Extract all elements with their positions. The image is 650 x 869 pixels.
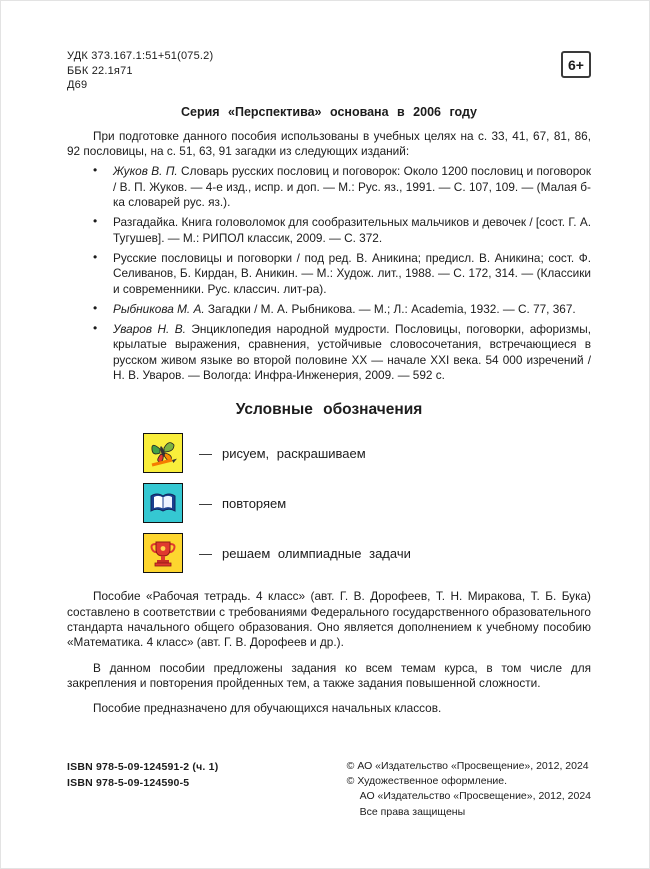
bibliography-item bbox=[93, 249, 591, 297]
bibliography-item bbox=[93, 163, 591, 210]
body-paragraph: Пособие предназначено для обучающихся начальных классов. bbox=[93, 701, 442, 716]
bullet-marker: • bbox=[93, 214, 98, 229]
copyright-line: © АО «Издательство «Просвещение», 2012, 2024 bbox=[346, 760, 589, 772]
bib-author: Жуков В. П. bbox=[113, 164, 178, 179]
copyright-line: АО «Издательство «Просвещение», 2012, 2024 bbox=[359, 790, 591, 803]
bib-text: Словарь русских пословиц и поговорок: Около 1200 пословиц и поговорок / В. П. Жуков. — 4-е изд., испр. и доп. — М.: Рус. яз., 1991. — С. 107, 109. — (Малая б-ка словарей рус. яз.). bbox=[113, 164, 591, 209]
footer bbox=[67, 759, 591, 820]
bibliography-item bbox=[93, 300, 591, 317]
bib-text: Разгадайка. Книга головоломок для сообразительных мальчиков и девочек / [сост. Г. А. Тугушев]. — М.: РИПОЛ классик, 2009. — С. 372. bbox=[113, 215, 591, 245]
udk-line: УДК 373.167.1:51+51(075.2) bbox=[67, 50, 214, 62]
legend-item bbox=[143, 533, 591, 573]
bib-text: Русские пословицы и поговорки / под ред. В. Аникина; предисл. В. Аникина; сост. Ф. Селиванов, Б. Кирдан, В. Аникин. — М.: Худож. лит., 1988. — С. 172, 314. — (Классики и современники. Рус. классич. лит-ра). bbox=[113, 250, 591, 296]
bbk-line: ББК 22.1я71 bbox=[67, 64, 133, 77]
legend-title: Условные обозначения bbox=[235, 401, 423, 419]
bib-text: Загадки / М. А. Рыбникова. — М.; Л.: Academia, 1932. — С. 77, 367. bbox=[204, 301, 576, 316]
bibliography-list bbox=[67, 164, 591, 383]
legend-dash: — bbox=[199, 495, 212, 511]
open-book-icon bbox=[143, 483, 183, 523]
bullet-marker: • bbox=[93, 321, 98, 336]
legend-item bbox=[143, 433, 591, 473]
bib-author: Уваров Н. В. bbox=[113, 322, 186, 337]
legend-dash: — bbox=[199, 445, 212, 461]
bullet-marker: • bbox=[93, 163, 98, 178]
bib-author: Рыбникова М. А. bbox=[113, 301, 205, 316]
legend bbox=[143, 433, 591, 573]
age-rating-badge: 6+ bbox=[561, 51, 591, 78]
classification-codes bbox=[67, 49, 213, 93]
copyright-block bbox=[347, 759, 591, 820]
intro-paragraph: При подготовке данного пособия использованы в учебных целях на с. 33, 41, 67, 81, 86, 92 пословицы, на с. 51, 63, 91 загадки из следующих изданий: bbox=[67, 128, 591, 158]
legend-label: повторяем bbox=[222, 495, 287, 511]
header-row bbox=[67, 49, 591, 93]
bibliography-item bbox=[93, 214, 591, 246]
trophy-icon bbox=[143, 533, 183, 573]
isbn-block bbox=[67, 759, 218, 792]
bibliography-item bbox=[93, 321, 591, 383]
bib-text: Энциклопедия народной мудрости. Пословицы, поговорки, афоризмы, крылатые выражения, сравнения, устойчивые словосочетания, встречающиеся в русском живом языке во второй половине XX — начале XXI века. 54 000 изречений / Н. В. Уваров. — Вологда: Инфра-Инженерия, 2009. — 592 с. bbox=[113, 322, 591, 383]
isbn-line: ISBN 978-5-09-124590-5 bbox=[67, 777, 190, 790]
paint-draw-icon bbox=[143, 433, 183, 473]
body-paragraph: В данном пособии предложены задания ко всем темам курса, в том числе для закрепления и повторения пройденных тем, а также задания повышенной сложности. bbox=[67, 660, 591, 691]
legend-item bbox=[143, 483, 591, 523]
legend-label: рисуем, раскрашиваем bbox=[222, 445, 366, 461]
isbn-line: ISBN 978-5-09-124591-2 (ч. 1) bbox=[67, 761, 219, 773]
legend-dash: — bbox=[199, 545, 212, 561]
bullet-marker: • bbox=[93, 300, 98, 315]
body-paragraph: Пособие «Рабочая тетрадь. 4 класс» (авт. Г. В. Дорофеев, Т. Н. Миракова, Т. Б. Бука) составлено в соответствии с требованиями Федерального государственного образовательного стандарта начального общего образования. Оно является дополнением к учебному пособию «Математика. 4 класс» (авт. Г. В. Дорофеев и др.). bbox=[67, 589, 591, 650]
series-line: Серия «Перспектива» основана в 2006 году bbox=[180, 104, 478, 119]
copyright-line: © Художественное оформление. bbox=[346, 775, 508, 788]
bullet-marker: • bbox=[93, 249, 98, 264]
copyright-line: Все права защищены bbox=[359, 805, 466, 818]
legend-label: решаем олимпиадные задачи bbox=[222, 545, 411, 561]
author-sign-code: Д69 bbox=[67, 79, 88, 92]
